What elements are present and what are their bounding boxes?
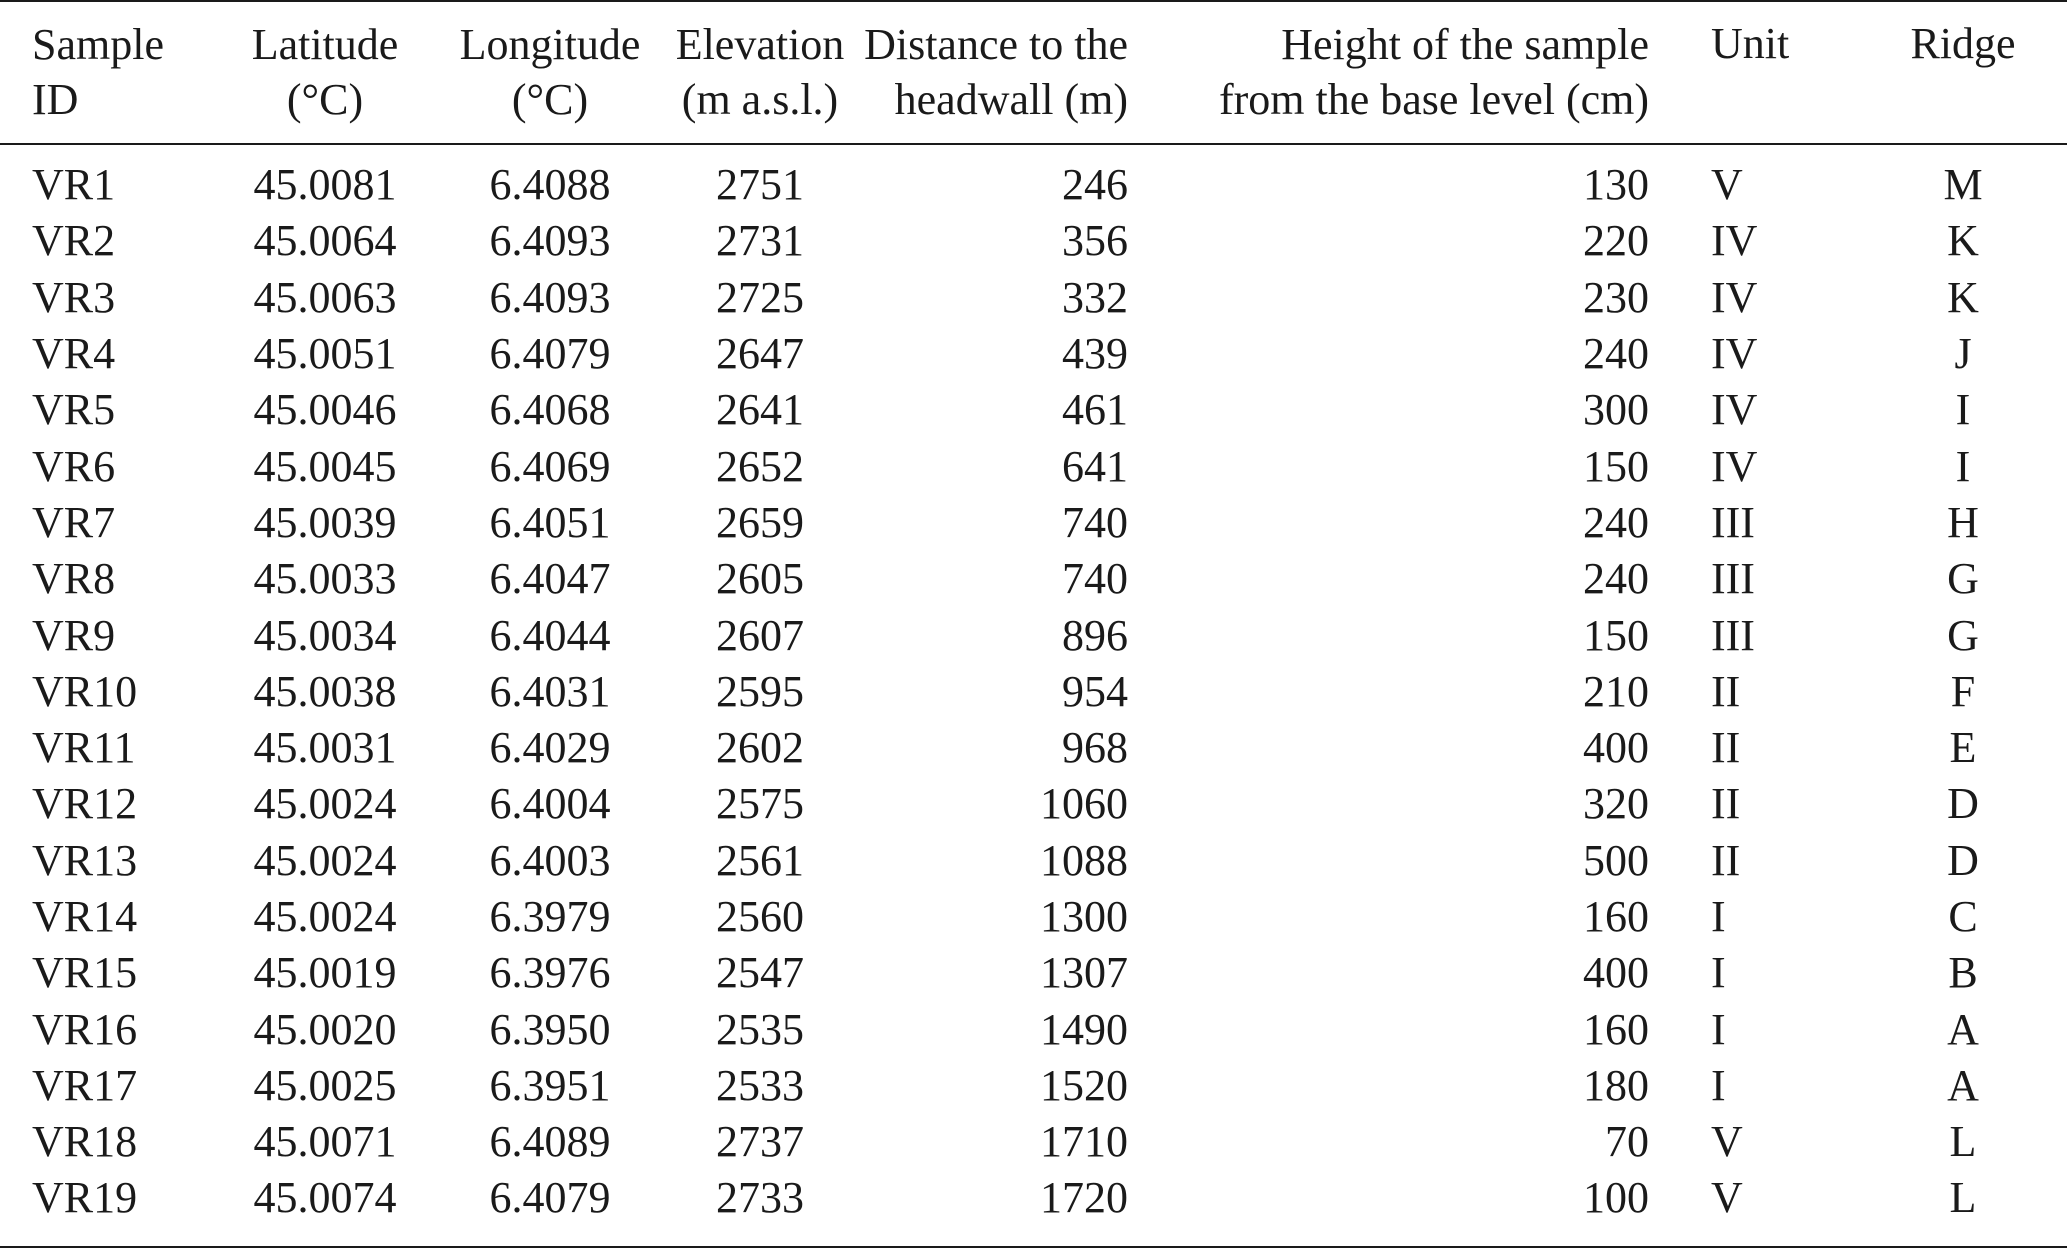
cell-height: 150 bbox=[1583, 441, 1649, 491]
cell-latitude: 45.0019 bbox=[253, 948, 397, 998]
cell-elevation: 2659 bbox=[716, 497, 804, 547]
cell-latitude: 45.0081 bbox=[253, 160, 397, 210]
table-row bbox=[0, 1170, 2067, 1226]
cell-sample-id: VR1 bbox=[32, 160, 116, 210]
cell-elevation: 2595 bbox=[716, 666, 804, 716]
cell-unit: I bbox=[1711, 948, 1726, 998]
table-row bbox=[0, 495, 2067, 551]
cell-height: 240 bbox=[1583, 554, 1649, 604]
cell-height: 400 bbox=[1583, 723, 1649, 773]
cell-longitude: 6.4003 bbox=[489, 835, 611, 885]
table-row bbox=[0, 438, 2067, 494]
cell-latitude: 45.0051 bbox=[253, 329, 397, 379]
cell-longitude: 6.4044 bbox=[489, 610, 611, 660]
cell-latitude: 45.0024 bbox=[253, 835, 397, 885]
table-row bbox=[0, 664, 2067, 720]
cell-distance: 1720 bbox=[1040, 1173, 1128, 1223]
cell-ridge: D bbox=[1947, 779, 1979, 829]
cell-sample-id: VR3 bbox=[32, 272, 116, 322]
cell-elevation: 2751 bbox=[716, 160, 804, 210]
header-distance-to-headwall: Distance to the headwall (m) bbox=[864, 19, 1128, 124]
cell-distance: 1520 bbox=[1040, 1060, 1128, 1110]
cell-height: 240 bbox=[1583, 329, 1649, 379]
cell-height: 400 bbox=[1583, 948, 1649, 998]
cell-distance: 641 bbox=[1062, 441, 1128, 491]
cell-distance: 1307 bbox=[1040, 948, 1128, 998]
cell-ridge: G bbox=[1947, 554, 1979, 604]
header-latitude: Latitude (°C) bbox=[251, 19, 399, 124]
cell-ridge: D bbox=[1947, 835, 1979, 885]
cell-ridge: K bbox=[1947, 272, 1979, 322]
cell-latitude: 45.0031 bbox=[253, 723, 397, 773]
cell-distance: 246 bbox=[1062, 160, 1128, 210]
cell-sample-id: VR5 bbox=[32, 385, 116, 435]
cell-longitude: 6.4088 bbox=[489, 160, 611, 210]
cell-height: 150 bbox=[1583, 610, 1649, 660]
cell-ridge: L bbox=[1949, 1173, 1977, 1223]
cell-sample-id: VR10 bbox=[32, 666, 138, 716]
cell-latitude: 45.0063 bbox=[253, 272, 397, 322]
cell-height: 180 bbox=[1583, 1060, 1649, 1110]
cell-sample-id: VR9 bbox=[32, 610, 116, 660]
cell-unit: IV bbox=[1711, 272, 1758, 322]
cell-longitude: 6.3976 bbox=[489, 948, 611, 998]
cell-unit: V bbox=[1711, 1173, 1743, 1223]
cell-longitude: 6.4069 bbox=[489, 441, 611, 491]
cell-latitude: 45.0024 bbox=[253, 779, 397, 829]
table-row bbox=[0, 213, 2067, 269]
cell-ridge: I bbox=[1955, 441, 1971, 491]
cell-unit: V bbox=[1711, 160, 1743, 210]
cell-unit: II bbox=[1711, 666, 1741, 716]
cell-unit: II bbox=[1711, 723, 1741, 773]
cell-distance: 1490 bbox=[1040, 1004, 1128, 1054]
cell-latitude: 45.0038 bbox=[253, 666, 397, 716]
cell-height: 160 bbox=[1583, 892, 1649, 941]
table-body bbox=[0, 143, 2067, 1227]
cell-height: 130 bbox=[1583, 160, 1649, 210]
cell-ridge: H bbox=[1947, 497, 1979, 547]
header-ridge: Ridge bbox=[1910, 19, 2016, 68]
cell-elevation: 2731 bbox=[716, 216, 804, 266]
cell-sample-id: VR8 bbox=[32, 554, 116, 604]
cell-longitude: 6.4079 bbox=[489, 1173, 611, 1223]
cell-height: 70 bbox=[1605, 1117, 1649, 1167]
cell-ridge: B bbox=[1948, 948, 1978, 998]
table-row bbox=[0, 1058, 2067, 1114]
table-row bbox=[0, 833, 2067, 889]
cell-longitude: 6.4079 bbox=[489, 329, 611, 379]
cell-sample-id: VR15 bbox=[32, 948, 138, 998]
cell-elevation: 2547 bbox=[716, 948, 804, 998]
cell-height: 210 bbox=[1583, 666, 1649, 716]
header-elevation: Elevation (m a.s.l.) bbox=[675, 19, 845, 124]
cell-latitude: 45.0024 bbox=[253, 892, 397, 941]
cell-distance: 896 bbox=[1062, 610, 1128, 660]
cell-latitude: 45.0020 bbox=[253, 1004, 397, 1054]
cell-unit: I bbox=[1711, 1060, 1726, 1110]
cell-unit: I bbox=[1711, 1004, 1726, 1054]
cell-sample-id: VR17 bbox=[32, 1060, 138, 1110]
cell-ridge: A bbox=[1947, 1004, 1979, 1054]
header-unit: Unit bbox=[1711, 19, 1790, 68]
cell-ridge: C bbox=[1948, 892, 1978, 941]
cell-unit: I bbox=[1711, 892, 1726, 941]
cell-distance: 1300 bbox=[1040, 892, 1128, 941]
cell-ridge: E bbox=[1949, 723, 1977, 773]
table-row bbox=[0, 551, 2067, 607]
cell-sample-id: VR7 bbox=[32, 497, 116, 547]
table-row bbox=[0, 382, 2067, 438]
cell-height: 300 bbox=[1583, 385, 1649, 435]
cell-distance: 740 bbox=[1062, 497, 1128, 547]
cell-height: 500 bbox=[1583, 835, 1649, 885]
cell-latitude: 45.0071 bbox=[253, 1117, 397, 1167]
cell-distance: 954 bbox=[1062, 666, 1128, 716]
cell-latitude: 45.0064 bbox=[253, 216, 397, 266]
cell-latitude: 45.0046 bbox=[253, 385, 397, 435]
cell-distance: 439 bbox=[1062, 329, 1128, 379]
cell-elevation: 2725 bbox=[716, 272, 804, 322]
cell-ridge: F bbox=[1950, 666, 1976, 716]
cell-sample-id: VR19 bbox=[32, 1173, 138, 1223]
cell-distance: 332 bbox=[1062, 272, 1128, 322]
cell-elevation: 2560 bbox=[716, 892, 804, 941]
cell-longitude: 6.4093 bbox=[489, 272, 611, 322]
cell-elevation: 2535 bbox=[716, 1004, 804, 1054]
table-row bbox=[0, 720, 2067, 776]
table-row bbox=[0, 143, 2067, 213]
cell-longitude: 6.4068 bbox=[489, 385, 611, 435]
cell-elevation: 2575 bbox=[716, 779, 804, 829]
table-row bbox=[0, 776, 2067, 832]
cell-unit: IV bbox=[1711, 385, 1758, 435]
cell-ridge: M bbox=[1943, 160, 1983, 210]
cell-distance: 461 bbox=[1062, 385, 1128, 435]
table-header bbox=[0, 0, 2067, 143]
cell-unit: IV bbox=[1711, 216, 1758, 266]
table-row bbox=[0, 1001, 2067, 1057]
cell-distance: 1088 bbox=[1040, 835, 1128, 885]
cell-longitude: 6.3951 bbox=[489, 1060, 611, 1110]
cell-sample-id: VR14 bbox=[32, 892, 138, 941]
cell-unit: IV bbox=[1711, 329, 1758, 379]
cell-elevation: 2733 bbox=[716, 1173, 804, 1223]
cell-sample-id: VR6 bbox=[32, 441, 116, 491]
cell-longitude: 6.3950 bbox=[489, 1004, 611, 1054]
cell-ridge: I bbox=[1955, 385, 1971, 435]
cell-longitude: 6.4047 bbox=[489, 554, 611, 604]
cell-unit: IV bbox=[1711, 441, 1758, 491]
cell-unit: II bbox=[1711, 779, 1741, 829]
cell-latitude: 45.0025 bbox=[253, 1060, 397, 1110]
cell-distance: 968 bbox=[1062, 723, 1128, 773]
cell-height: 220 bbox=[1583, 216, 1649, 266]
cell-distance: 356 bbox=[1062, 216, 1128, 266]
header-sample-id: Sample ID bbox=[32, 19, 164, 124]
cell-height: 160 bbox=[1583, 1004, 1649, 1054]
cell-sample-id: VR13 bbox=[32, 835, 138, 885]
cell-longitude: 6.4029 bbox=[489, 723, 611, 773]
cell-sample-id: VR11 bbox=[32, 723, 136, 773]
header-longitude: Longitude (°C) bbox=[459, 19, 641, 124]
cell-latitude: 45.0034 bbox=[253, 610, 397, 660]
cell-latitude: 45.0039 bbox=[253, 497, 397, 547]
table-row bbox=[0, 1114, 2067, 1170]
cell-elevation: 2647 bbox=[716, 329, 804, 379]
cell-elevation: 2602 bbox=[716, 723, 804, 773]
cell-ridge: J bbox=[1954, 329, 1972, 379]
cell-ridge: L bbox=[1949, 1117, 1977, 1167]
cell-sample-id: VR18 bbox=[32, 1117, 138, 1167]
header-sample-height: Height of the sample from the base level (cm) bbox=[1218, 19, 1649, 124]
cell-elevation: 2533 bbox=[716, 1060, 804, 1110]
table-row bbox=[0, 889, 2067, 945]
cell-sample-id: VR16 bbox=[32, 1004, 138, 1054]
cell-longitude: 6.4004 bbox=[489, 779, 611, 829]
cell-longitude: 6.4031 bbox=[489, 666, 611, 716]
cell-longitude: 6.3979 bbox=[489, 892, 611, 941]
cell-longitude: 6.4089 bbox=[489, 1117, 611, 1167]
cell-elevation: 2607 bbox=[716, 610, 804, 660]
cell-elevation: 2641 bbox=[716, 385, 804, 435]
cell-distance: 1710 bbox=[1040, 1117, 1128, 1167]
cell-unit: II bbox=[1711, 835, 1741, 885]
cell-longitude: 6.4093 bbox=[489, 216, 611, 266]
cell-height: 230 bbox=[1583, 272, 1649, 322]
table-row bbox=[0, 326, 2067, 382]
cell-elevation: 2561 bbox=[716, 835, 804, 885]
table-row bbox=[0, 270, 2067, 326]
cell-ridge: G bbox=[1947, 610, 1979, 660]
cell-latitude: 45.0074 bbox=[253, 1173, 397, 1223]
cell-elevation: 2652 bbox=[716, 441, 804, 491]
cell-longitude: 6.4051 bbox=[489, 497, 611, 547]
cell-distance: 740 bbox=[1062, 554, 1128, 604]
cell-unit: III bbox=[1711, 610, 1755, 660]
cell-sample-id: VR12 bbox=[32, 779, 138, 829]
cell-unit: V bbox=[1711, 1117, 1743, 1167]
cell-unit: III bbox=[1711, 554, 1755, 604]
cell-ridge: A bbox=[1947, 1060, 1979, 1110]
cell-unit: III bbox=[1711, 497, 1755, 547]
table-bottom-rule bbox=[0, 1246, 2067, 1248]
cell-latitude: 45.0033 bbox=[253, 554, 397, 604]
table-row bbox=[0, 945, 2067, 1001]
cell-distance: 1060 bbox=[1040, 779, 1128, 829]
cell-height: 320 bbox=[1583, 779, 1649, 829]
cell-sample-id: VR4 bbox=[32, 329, 116, 379]
header-row bbox=[0, 0, 2067, 143]
cell-latitude: 45.0045 bbox=[253, 441, 397, 491]
cell-ridge: K bbox=[1947, 216, 1979, 266]
cell-height: 240 bbox=[1583, 497, 1649, 547]
cell-elevation: 2737 bbox=[716, 1117, 804, 1167]
cell-height: 100 bbox=[1583, 1173, 1649, 1223]
table-row bbox=[0, 607, 2067, 663]
cell-elevation: 2605 bbox=[716, 554, 804, 604]
cell-sample-id: VR2 bbox=[32, 216, 116, 266]
